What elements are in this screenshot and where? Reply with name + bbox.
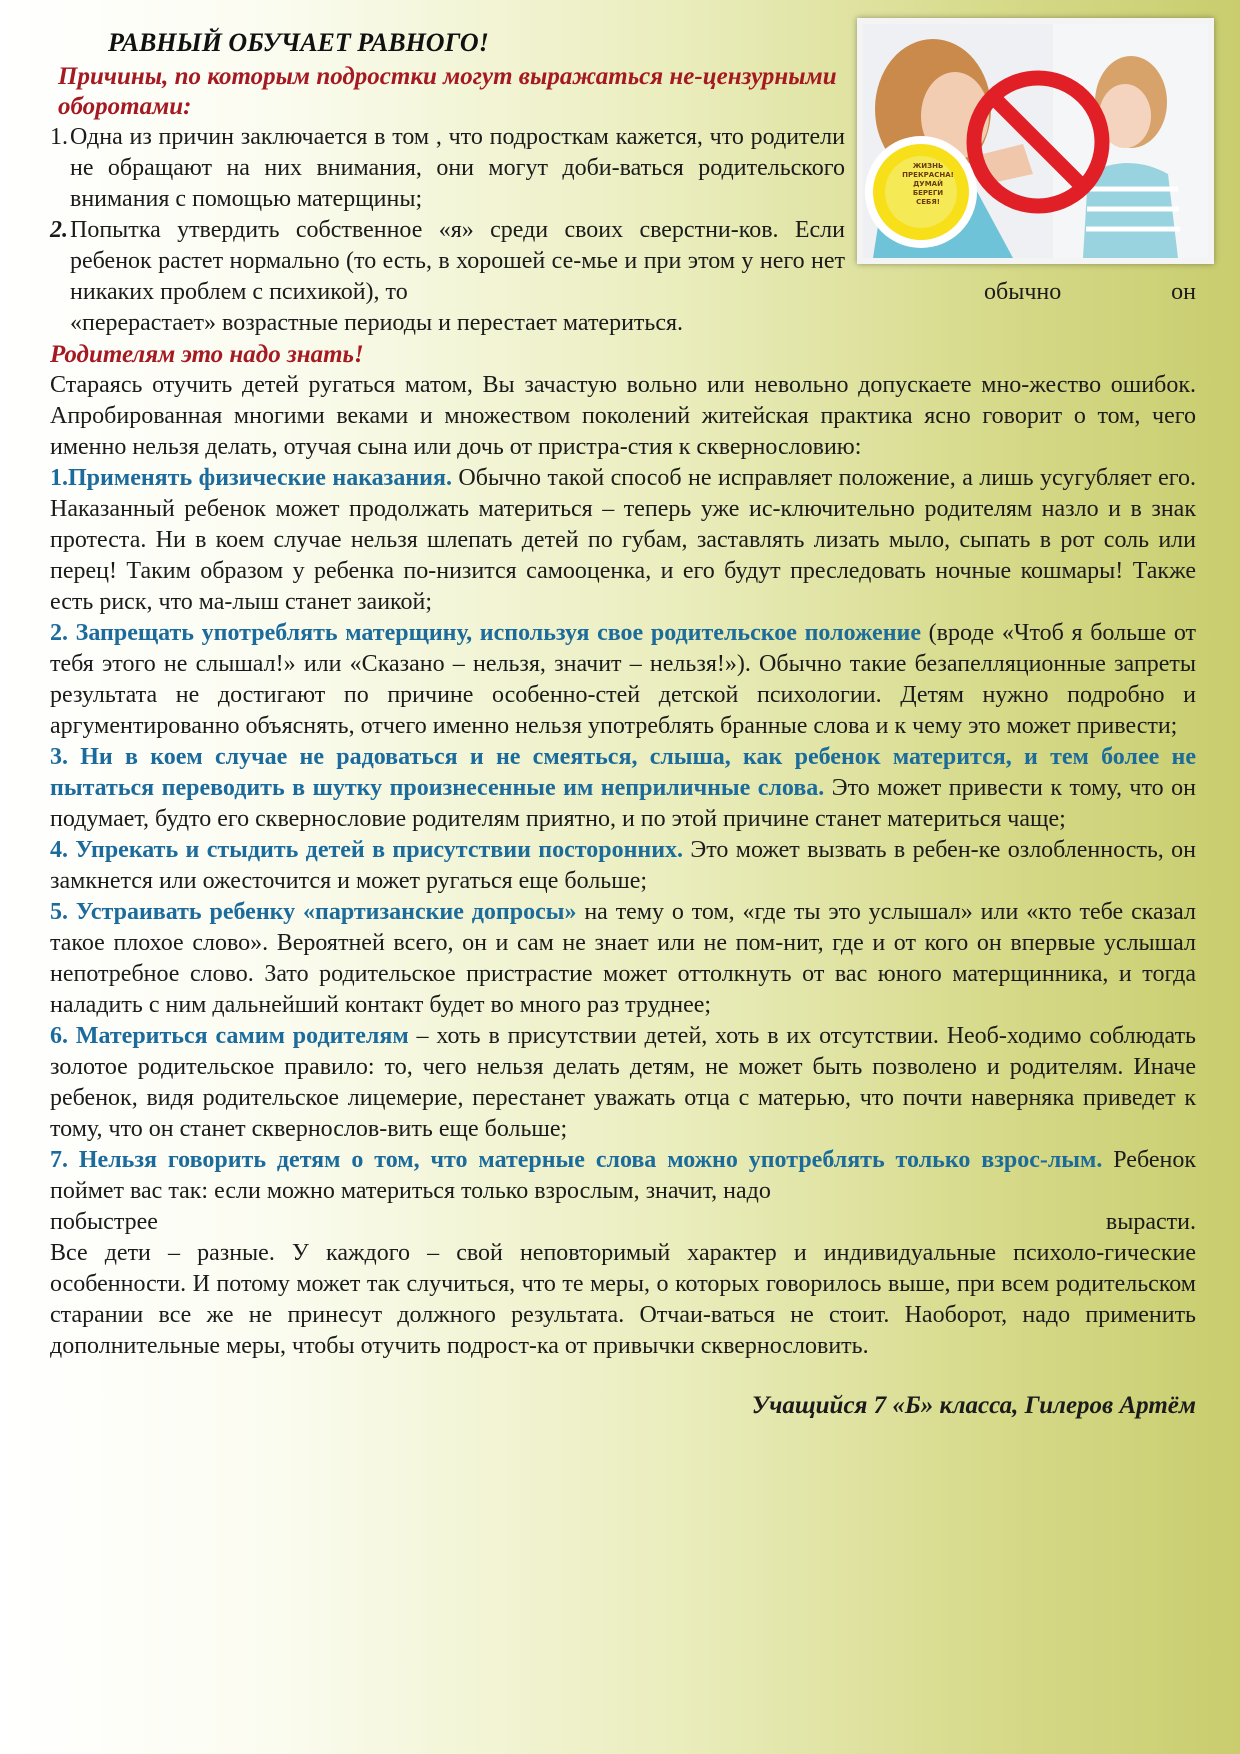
rule-text: Обычно такой способ не исправляет положение, а лишь усугубляет его. Наказанный ребенок может продолжать материться – теперь уже ис-ключительно родителям назло и в знак протеста. Ни в коем случае нельзя шлепать детей по губам, заставлять лизать мыло, сыпать в рот соль или перец! Таким образом у ребенка по-низится самооценка, и его будут преследовать ночные кошмары! Также есть риск, что ма-лыш станет заикой; (50, 465, 1196, 615)
reason-number: 1. (50, 124, 68, 150)
rule-text: Это может привести к тому, что он подумает, будто его сквернословие родителям приятно, и по этой причине станет материться чаще; (50, 775, 1196, 832)
conclusion-paragraph: Все дети – разные. У каждого – свой неповторимый характер и индивидуальные психоло-гические особенности. И потому может так случиться, что те меры, о которых говорилось выше, при всем родительском старании все же не принесут должного результата. Отчаи-ваться не стоит. Наоборот, надо применить дополнительные меры, чтобы отучить подрост-ка от привычки сквернословить. (50, 1240, 1196, 1359)
overflow-word: он (1171, 279, 1196, 305)
intro-paragraph: Стараясь отучить детей ругаться матом, Вы зачастую вольно или невольно допускаете мно-жество ошибок. Апробированная многими веками и множеством поколений житейская практика ясно говорит о том, чего именно нельзя делать, отучая сына или дочь от пристра-стия к сквернословию: (50, 372, 1196, 460)
reason-text: Одна из причин заключается в том , что подросткам кажется, что родители не обращают на них внимания, они могут доби-ваться родительского внимания с помощью матерщины; (70, 124, 845, 212)
rule-text: (вроде «Чтоб я больше от тебя этого не слышал!» или «Сказано – нельзя, значит – нельзя!»). Обычно такие безапелляционные запреты результата не достигают по причине особенно-стей детской психологии. Детям нужно подробно и аргументированно объяснять, отчего именно нельзя употреблять бранные слова и к чему это может привести; (50, 620, 1196, 739)
rule-item-7 (50, 1145, 1196, 1207)
reasons-heading: Причины, по которым подростки могут выражаться не-цензурными оборотами: (58, 63, 837, 120)
page-title: РАВНЫЙ ОБУЧАЕТ РАВНОГО! (108, 28, 489, 57)
rule-text: – хоть в присутствии детей, хоть в их отсутствии. Необ-ходимо соблюдать золотое родительское правило: то, чего нельзя делать детям, не может быть позволено и родителям. Иначе ребенок, видя родительское лицемерие, перестанет уважать отца с матерью, что почти наверняка приведет к тому, что он станет сквернослов-вить еще больше; (50, 1023, 1196, 1142)
reason-number: 2. (50, 217, 68, 243)
overflow-word: обычно (984, 279, 1062, 305)
reason-2-last-line: «перерастает» возрастные периоды и перестает материться. (70, 310, 684, 336)
overflow-word: вырасти. (1105, 1209, 1196, 1235)
rule-title: 3. Ни в коем случае не радоваться и не смеяться, слыша, как ребенок матерится, и тем более не пытаться переводить в шутку произнесенные им неприличные слова. (50, 744, 1196, 801)
rule-item-3 (50, 742, 1196, 835)
rule-7-last-line (50, 1207, 1196, 1238)
rule-title: 2. Запрещать употреблять матерщину, используя свое родительское положение (50, 620, 922, 646)
reason-text: Попытка утвердить собственное «я» среди своих сверстни-ков. Если ребенок растет нормально (то есть, в хорошей се-мье и при этом у него нет никаких проблем с психикой), то (70, 217, 845, 305)
author-signature: Учащийся 7 «Б» класса, Гилеров Артём (751, 1392, 1196, 1419)
rule-text: на тему о том, «где ты это услышал» или «кто тебе сказал такое плохое слово». Вероятней всего, он и сам не знает или не пом-нит, где и от кого он впервые услышал непотребное слово. Зато родительское пристрастие может оттолкнуть от вас юного матерщинника, и тогда наладить с ним дальнейший контакт будет во много раз труднее; (50, 899, 1196, 1018)
sun-badge-text: ЖИЗНЬ ПРЕКРАСНА! ДУМАЙ БЕРЕГИ СЕБЯ! (902, 162, 954, 206)
rule-title: 7. Нельзя говорить детям о том, что матерные слова можно употреблять только взрос-лым. (50, 1147, 1103, 1173)
rule-title: 4. Упрекать и стыдить детей в присутствии посторонних. (50, 837, 684, 863)
rule-item-2 (50, 618, 1196, 742)
leaflet-page (50, 28, 1196, 1420)
rule-title: 5. Устраивать ребенку «партизанские допросы» (50, 899, 577, 925)
top-section (50, 28, 845, 308)
rule-item-6 (50, 1021, 1196, 1145)
rule-item-4 (50, 835, 1196, 897)
parents-heading: Родителям это надо знать! (50, 341, 364, 368)
rule-title: 1.Применять физические наказания. (50, 465, 452, 491)
rule-text: Ребенок поймет вас так: если можно материться только взрослым, значит, надо (50, 1147, 1197, 1204)
reason-item-1 (50, 122, 845, 215)
reason-item-2 (50, 215, 845, 308)
reason-2-overflow-words (984, 277, 1196, 308)
rule-item-1 (50, 463, 1196, 618)
rule-title: 6. Материться самим родителям (50, 1023, 409, 1049)
overflow-word: побыстрее (50, 1209, 158, 1235)
rule-item-5 (50, 897, 1196, 1021)
rule-text: Это может вызвать в ребен-ке озлобленность, он замкнется или ожесточится и может ругаться еще больше; (50, 837, 1196, 894)
